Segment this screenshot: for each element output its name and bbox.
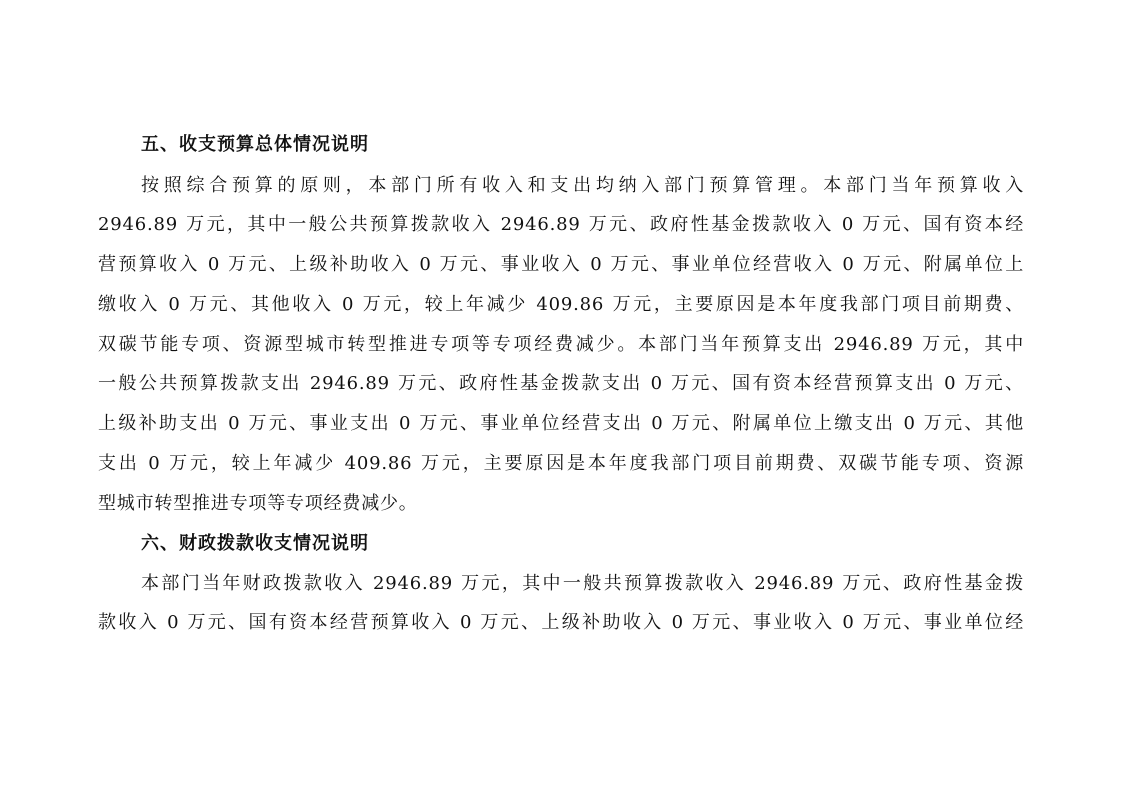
section-5-heading: 五、收支预算总体情况说明	[141, 134, 369, 155]
section-5-paragraph-line: 一般公共预算拨款支出 2946.89 万元、政府性基金拨款支出 0 万元、国有资本经营预算支出 0 万元、	[98, 373, 1024, 394]
section-6-heading: 六、财政拨款收支情况说明	[141, 533, 369, 554]
section-5-paragraph-line: 按照综合预算的原则，本部门所有收入和支出均纳入部门预算管理。本部门当年预算收入	[141, 175, 1024, 196]
section-5-paragraph-line: 2946.89 万元，其中一般公共预算拨款收入 2946.89 万元、政府性基金拨款收入 0 万元、国有资本经	[98, 214, 1024, 235]
section-5-paragraph-line: 营预算收入 0 万元、上级补助收入 0 万元、事业收入 0 万元、事业单位经营收入 0 万元、附属单位上	[98, 254, 1024, 275]
section-5-paragraph-line: 双碳节能专项、资源型城市转型推进专项等专项经费减少。本部门当年预算支出 2946.89 万元，其中	[98, 334, 1024, 355]
section-5-paragraph-line: 缴收入 0 万元、其他收入 0 万元，较上年减少 409.86 万元，主要原因是本年度我部门项目前期费、	[98, 294, 1024, 315]
section-5-paragraph-line: 上级补助支出 0 万元、事业支出 0 万元、事业单位经营支出 0 万元、附属单位上缴支出 0 万元、其他	[98, 413, 1024, 434]
section-5-paragraph-line: 支出 0 万元，较上年减少 409.86 万元，主要原因是本年度我部门项目前期费、双碳节能专项、资源	[98, 453, 1024, 474]
section-5-paragraph-line: 型城市转型推进专项等专项经费减少。	[98, 493, 418, 514]
section-6-paragraph-line: 款收入 0 万元、国有资本经营预算收入 0 万元、上级补助收入 0 万元、事业收入 0 万元、事业单位经	[98, 612, 1024, 633]
section-6-paragraph-line: 本部门当年财政拨款收入 2946.89 万元，其中一般共预算拨款收入 2946.89 万元、政府性基金拨	[141, 573, 1024, 594]
